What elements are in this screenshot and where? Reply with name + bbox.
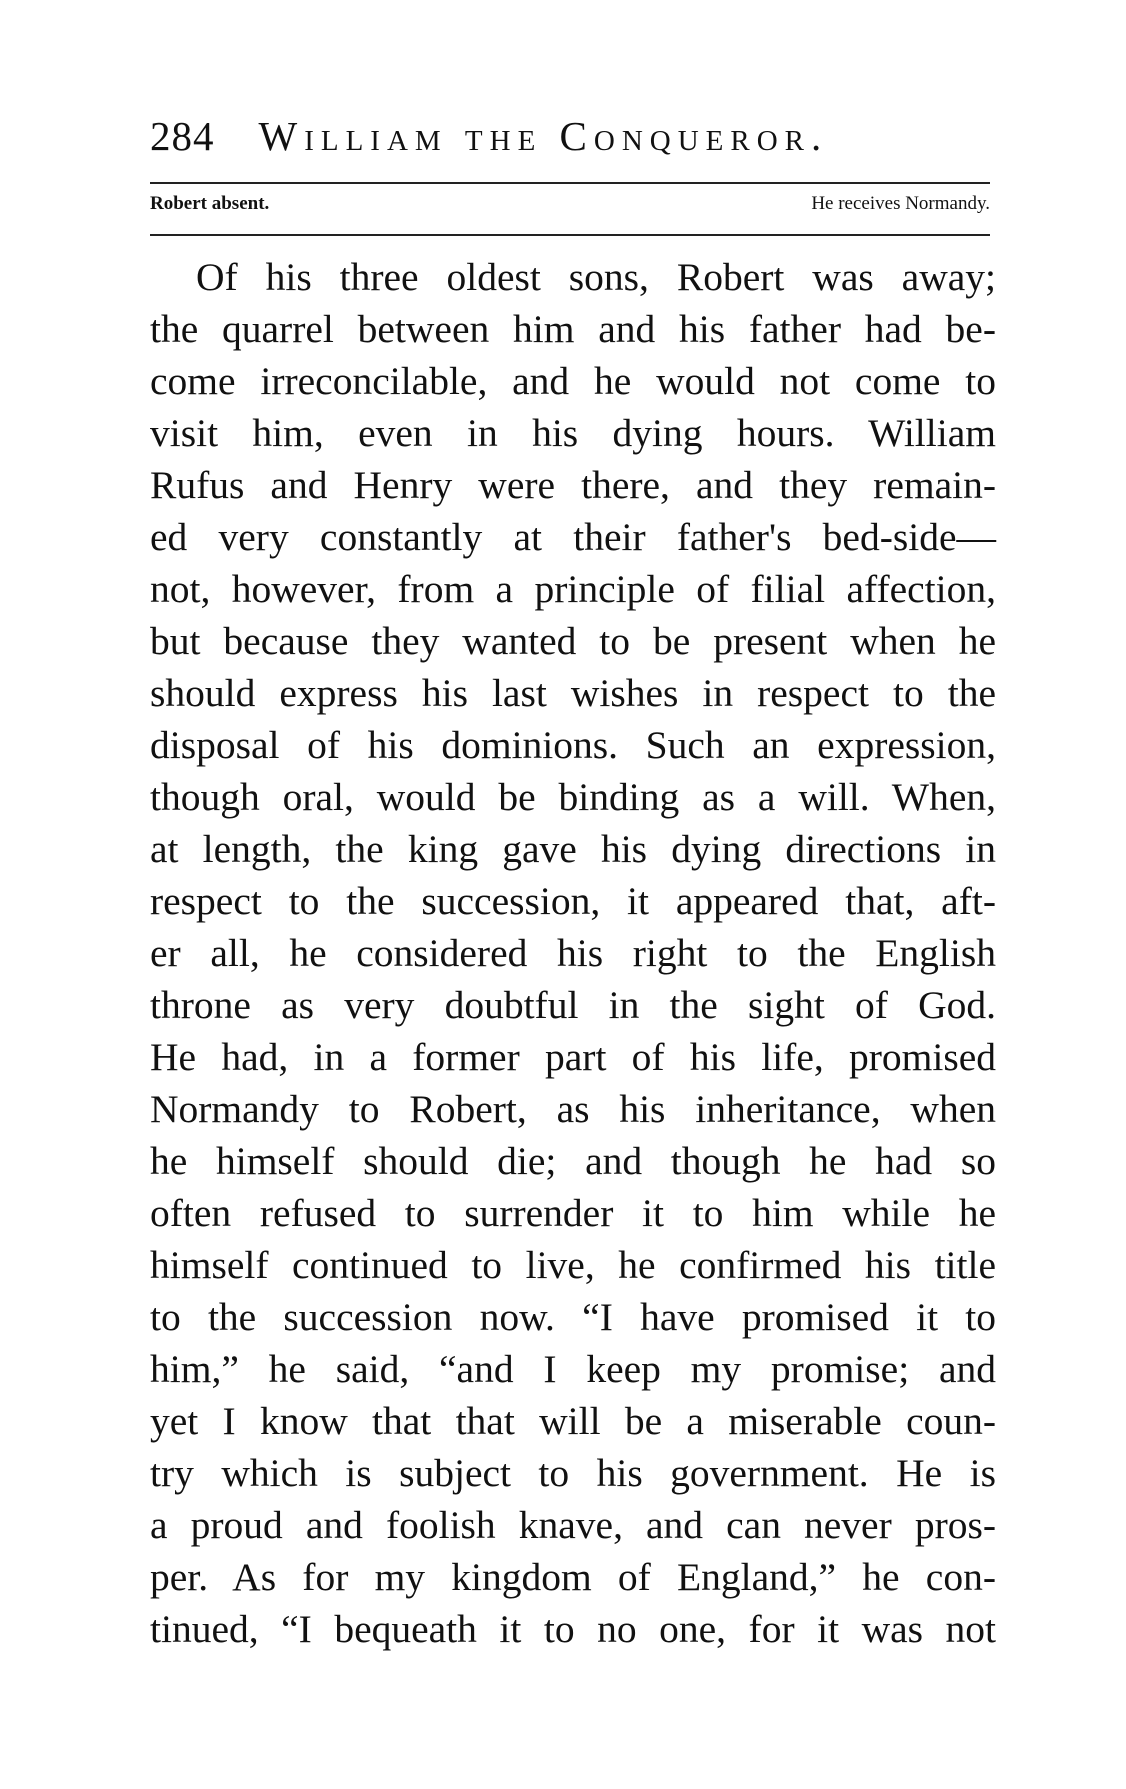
text-line: ed very constantly at their father's bed-side— (150, 515, 996, 559)
page-number: 284 (150, 113, 215, 159)
text-line: though oral, would be binding as a will. When, (150, 775, 996, 819)
text-line: to the succession now. “I have promised it to (150, 1295, 996, 1339)
body-text (150, 251, 996, 1655)
text-line: should express his last wishes in respect to the (150, 671, 996, 715)
text-line: Of his three oldest sons, Robert was away; (196, 255, 996, 299)
text-line: er all, he considered his right to the English (150, 931, 996, 975)
text-line: come irreconcilable, and he would not come to (150, 359, 996, 403)
text-line: him,” he said, “and I keep my promise; and (150, 1347, 996, 1391)
text-line: he himself should die; and though he had so (150, 1139, 996, 1183)
text-line: try which is subject to his government. He is (150, 1451, 996, 1495)
running-head (150, 112, 990, 164)
text-line: respect to the succession, it appeared that, aft- (150, 879, 996, 923)
text-line: visit him, even in his dying hours. William (150, 411, 996, 455)
text-line: tinued, “I bequeath it to no one, for it was not (150, 1607, 996, 1651)
text-line: but because they wanted to be present when he (150, 619, 996, 663)
text-line: himself continued to live, he confirmed his title (150, 1243, 996, 1287)
header-rule-top (150, 182, 990, 184)
header-rule-bottom (150, 234, 990, 236)
text-line: throne as very doubtful in the sight of God. (150, 983, 996, 1027)
text-line: often refused to surrender it to him while he (150, 1191, 996, 1235)
text-line: the quarrel between him and his father had be- (150, 307, 996, 351)
marginal-notes (150, 193, 990, 227)
text-line: Normandy to Robert, as his inheritance, when (150, 1087, 996, 1131)
text-line: a proud and foolish knave, and can never pros- (150, 1503, 996, 1547)
text-line: not, however, from a principle of filial affection, (150, 567, 996, 611)
running-title: William the Conqueror. (258, 113, 829, 159)
text-line: yet I know that that will be a miserable coun- (150, 1399, 996, 1443)
text-line: at length, the king gave his dying directions in (150, 827, 996, 871)
sidenote-right: He receives Normandy. (811, 193, 990, 214)
text-line: Rufus and Henry were there, and they remain- (150, 463, 996, 507)
text-line: He had, in a former part of his life, promised (150, 1035, 996, 1079)
sidenote-left: Robert absent. (150, 193, 270, 214)
text-line: per. As for my kingdom of England,” he con- (150, 1555, 996, 1599)
text-line: disposal of his dominions. Such an expression, (150, 723, 996, 767)
